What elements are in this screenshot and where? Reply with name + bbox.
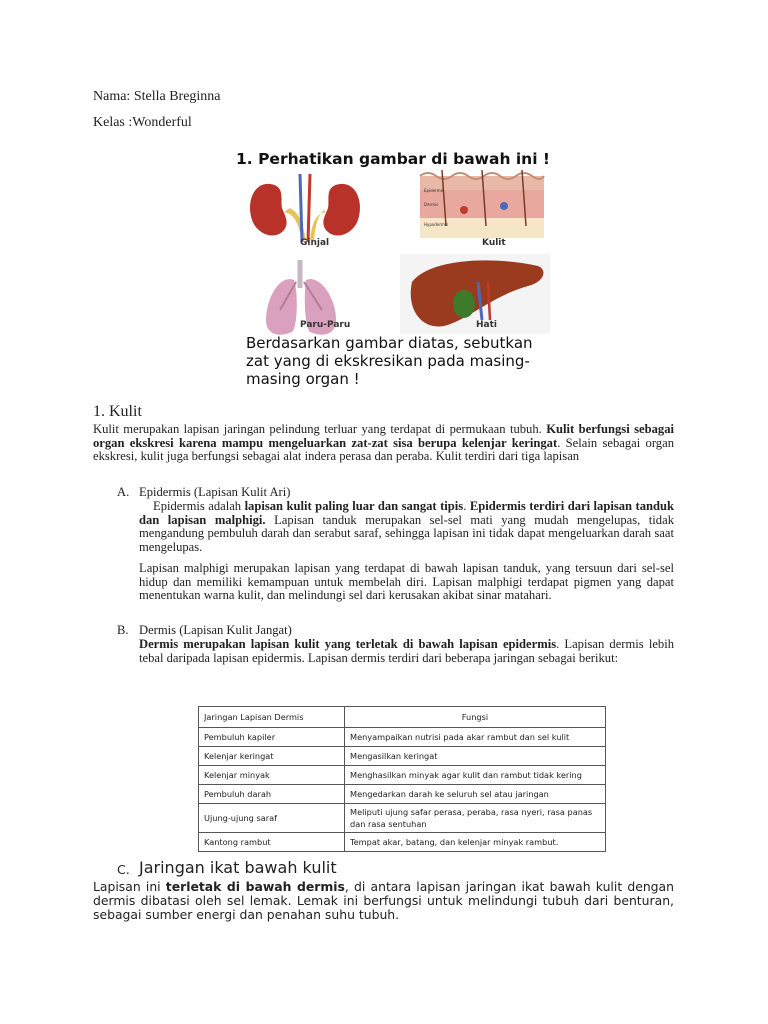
table-cell: Mengedarkan darah ke seluruh sel atau jaringan [345, 785, 606, 804]
table-row [199, 785, 606, 804]
skin-illustration [420, 170, 544, 238]
table-cell: Menyampaikan nutrisi pada akar rambut dan sel kulit [345, 728, 606, 747]
item-a-title: Epidermis (Lapisan Kulit Ari) [139, 485, 291, 499]
table-cell: Tempat akar, batang, dan kelenjar minyak rambut. [345, 833, 606, 852]
table-cell: Meliputi ujung safar perasa, peraba, rasa nyeri, rasa panas dan rasa sentuhan [345, 804, 606, 833]
dermis-paragraph: Dermis merupakan lapisan kulit yang terletak di bawah lapisan epidermis. Lapisan dermis lebih tebal daripada lapisan epidermis. Lapisan dermis terdiri dari beberapa jaringan sebagai berikut: [139, 637, 674, 665]
table-cell: Menghasilkan minyak agar kulit dan rambut tidak kering [345, 766, 606, 785]
caption-kidney: Ginjal [300, 238, 330, 248]
organ-illustrations [232, 170, 550, 352]
table-row [199, 747, 606, 766]
item-b-title: Dermis (Lapisan Kulit Jangat) [139, 623, 292, 637]
hypodermis-paragraph: Lapisan ini terletak di bawah dermis, di antara lapisan jaringan ikat bawah kulit dengan dermis dibatasi oleh sel lemak. Lemak ini berfungsi untuk melindungi tubuh dari benturan, sebagai sumber energi dan penahan suhu tubuh. [93, 879, 674, 922]
table-header: Fungsi [345, 707, 606, 728]
table-header: Jaringan Lapisan Dermis [199, 707, 345, 728]
kidney-illustration [250, 174, 360, 242]
table-row [199, 804, 606, 833]
student-class: Kelas :Wonderful [93, 115, 192, 130]
skin-label-epidermis: Epidermis [424, 188, 444, 193]
skin-label-dermis: Dermis [424, 202, 439, 207]
table-cell: Mengasilkan keringat [345, 747, 606, 766]
table-cell: Ujung-ujung saraf [199, 804, 345, 833]
caption-lungs: Paru-Paru [300, 320, 351, 330]
table-row [199, 766, 606, 785]
organ-figure [232, 150, 550, 396]
item-c-letter: C. [117, 862, 130, 877]
malphigi-paragraph: Lapisan malphigi merupakan lapisan yang terdapat di bawah lapisan tanduk, yang tersuun dari sel-sel hidup dan memiliki kemampuan untuk membelah diri. Lapisan malphigi terdapat pigmen yang dapat menentukan warna kulit, dan melindungi sel dari kerusakan akibat sinar matahari. [139, 561, 674, 602]
epidermis-paragraph: Epidermis adalah lapisan kulit paling luar dan sangat tipis. Epidermis terdiri dari lapisan tanduk dan lapisan malphigi. Lapisan tanduk merupakan sel-sel mati yang mudah mengelupas, tidak mengandung pembuluh darah dan serabut saraf, sehingga lapisan ini tidak dapat mengeluarkan darah saat mengelupas. [139, 499, 675, 554]
figure-title: 1. Perhatikan gambar di bawah ini ! [236, 150, 550, 168]
table-cell: Kantong rambut [199, 833, 345, 852]
table-header-row [199, 707, 606, 728]
caption-skin: Kulit [482, 238, 506, 248]
table-cell: Kelenjar minyak [199, 766, 345, 785]
table-cell: Pembuluh darah [199, 785, 345, 804]
student-name: Nama: Stella Breginna [93, 89, 221, 104]
figure-question: Berdasarkan gambar diatas, sebutkan zat yang di ekskresikan pada masing-masing organ ! [246, 334, 533, 388]
section-heading: 1. Kulit [93, 403, 142, 420]
table-row [199, 833, 606, 852]
item-c-title: Jaringan ikat bawah kulit [139, 858, 337, 877]
item-b-letter: B. [117, 623, 129, 637]
liver-illustration [400, 254, 550, 334]
item-a-letter: A. [117, 485, 130, 499]
skin-label-hypodermis: Hypodermis [424, 222, 449, 227]
table-cell: Pembuluh kapiler [199, 728, 345, 747]
dermis-tissue-table [198, 706, 606, 852]
intro-paragraph: Kulit merupakan lapisan jaringan pelindung terluar yang terdapat di permukaan tubuh. Kulit berfungsi sebagai organ ekskresi karena mampu mengeluarkan zat-zat sisa berupa kelenjar keringat. Selain sebagai organ ekskresi, kulit juga berfungsi sebagai alat indera perasa dan peraba. Kulit terdiri dari tiga lapisan [93, 422, 674, 463]
caption-liver: Hati [476, 320, 497, 330]
table-row [199, 728, 606, 747]
table-cell: Kelenjar keringat [199, 747, 345, 766]
